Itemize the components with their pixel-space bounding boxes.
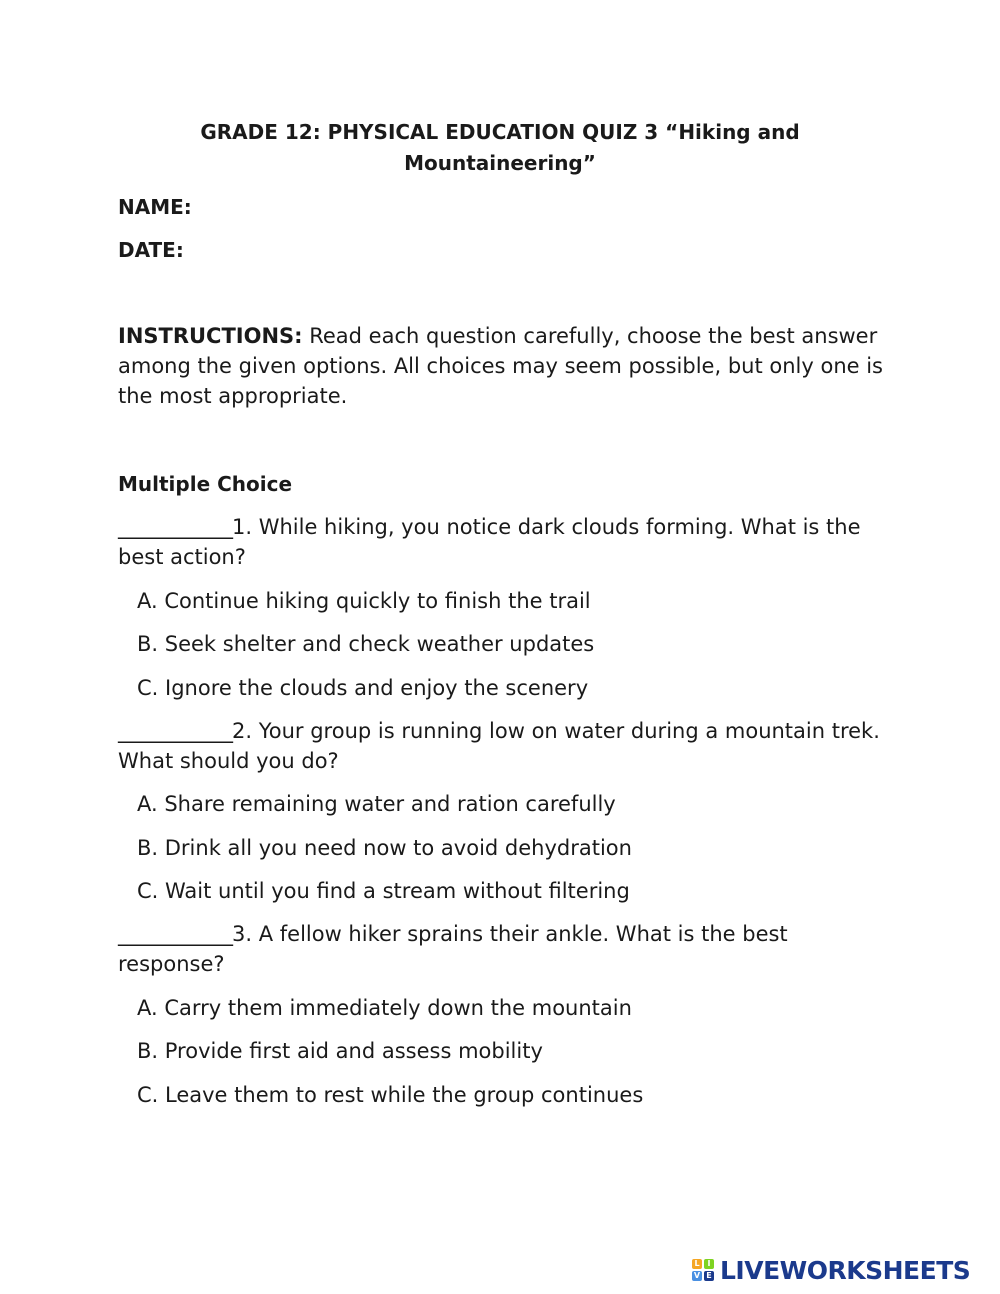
question-2-text: 2. Your group is running low on water during a mountain trek. What should you do? [118,719,880,773]
instructions-paragraph [118,321,898,411]
logo-mark-icon [692,1259,714,1281]
question-3 [118,919,898,979]
name-label: NAME: [118,195,192,219]
question-1-text: 1. While hiking, you notice dark clouds forming. What is the best action? [118,515,861,569]
section-title: Multiple Choice [118,472,293,496]
answer-blank-2[interactable]: ____________ [118,719,232,743]
title-line-2: Mountaineering” [404,151,596,175]
answer-blank-1[interactable]: ____________ [118,515,232,539]
question-1-option-c: C. Ignore the clouds and enjoy the scenery [137,676,589,700]
logo-mark-tile: I [704,1259,714,1269]
question-1-option-b: B. Seek shelter and check weather updates [137,632,595,656]
logo-text: LIVEWORKSHEETS [720,1255,971,1285]
question-2 [118,716,898,776]
question-2-option-c: C. Wait until you find a stream without filtering [137,879,630,903]
question-1 [118,512,898,572]
question-2-option-b: B. Drink all you need now to avoid dehydration [137,836,632,860]
question-3-text: 3. A fellow hiker sprains their ankle. What is the best response? [118,922,788,976]
title-line-1: GRADE 12: PHYSICAL EDUCATION QUIZ 3 “Hiking and [200,120,800,144]
date-label: DATE: [118,238,184,262]
question-3-option-b: B. Provide first aid and assess mobility [137,1039,543,1063]
question-2-option-a: A. Share remaining water and ration carefully [137,792,616,816]
instructions-text: Read each question carefully, choose the best answer among the given options. All choices may seem possible, but only one is the most appropriate. [118,324,883,408]
liveworksheets-logo [692,1254,970,1286]
page-title [150,117,850,179]
instructions-label: INSTRUCTIONS: [118,324,303,348]
logo-mark-tile: V [693,1271,701,1280]
logo-mark-tile: E [704,1271,714,1281]
question-3-option-a: A. Carry them immediately down the mountain [137,996,632,1020]
question-1-option-a: A. Continue hiking quickly to finish the trail [137,589,591,613]
logo-mark-tile: L [692,1259,702,1269]
answer-blank-3[interactable]: ____________ [118,922,232,946]
question-3-option-c: C. Leave them to rest while the group continues [137,1083,644,1107]
